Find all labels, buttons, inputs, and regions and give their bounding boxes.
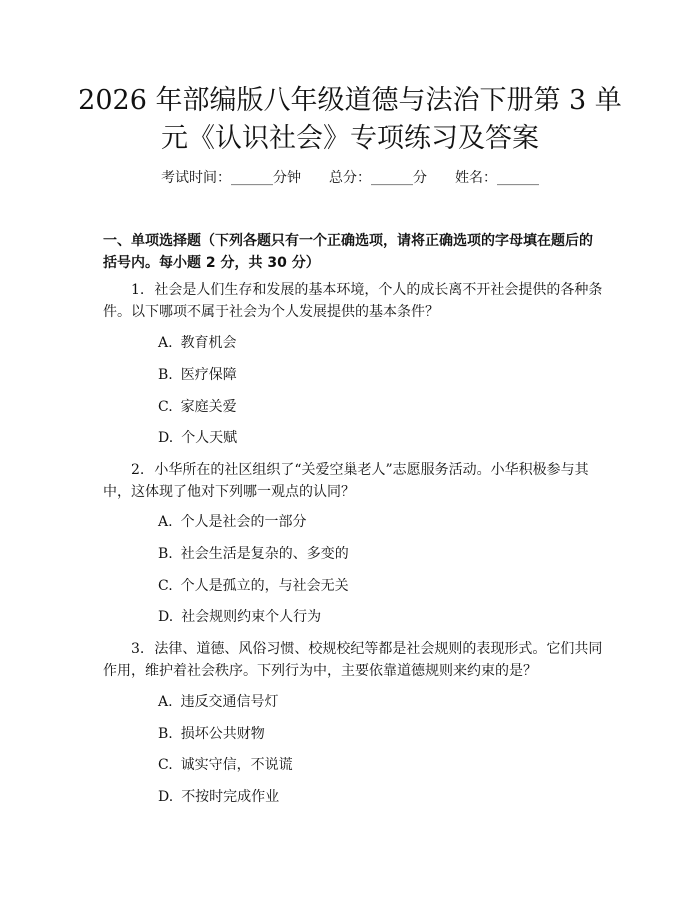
answer-option bbox=[158, 544, 349, 564]
document-title-line-2: 元《认识社会》专项练习及答案 bbox=[161, 123, 539, 154]
option-letter: B. bbox=[158, 546, 173, 562]
option-letter: B. bbox=[158, 367, 173, 383]
answer-option bbox=[158, 512, 307, 532]
option-text: 个人是社会的一部分 bbox=[180, 514, 307, 530]
total-score-blank: ______ bbox=[371, 170, 413, 186]
option-text: 违反交通信号灯 bbox=[180, 694, 279, 710]
option-letter: B. bbox=[158, 726, 173, 742]
option-letter: C. bbox=[158, 578, 173, 594]
answer-option bbox=[158, 787, 279, 807]
question-number: 2. bbox=[131, 462, 145, 478]
option-text: 个人天赋 bbox=[181, 430, 238, 446]
answer-option bbox=[158, 576, 349, 596]
option-letter: C. bbox=[158, 757, 173, 773]
student-name-label: 姓名： bbox=[455, 170, 497, 186]
answer-option bbox=[158, 365, 237, 385]
question-text: 法律、道德、风俗习惯、校规校纪等都是社会规则的表现形式。它们共同作用，维护着社会秩序。下列行为中，主要依靠道德规则来约束的是？ bbox=[103, 641, 603, 679]
answer-option bbox=[158, 607, 321, 627]
total-score-label: 总分： bbox=[329, 170, 371, 186]
question-stem bbox=[103, 638, 603, 682]
answer-option bbox=[158, 724, 265, 744]
question-stem bbox=[103, 279, 603, 323]
option-letter: A. bbox=[158, 694, 173, 710]
answer-option bbox=[158, 397, 237, 417]
option-letter: D. bbox=[158, 789, 174, 805]
total-score-unit: 分 bbox=[413, 170, 427, 186]
option-text: 不按时完成作业 bbox=[181, 789, 280, 805]
document-title-line-1: 2026 年部编版八年级道德与法治下册第 3 单 bbox=[78, 85, 622, 116]
question-stem bbox=[103, 459, 603, 503]
option-letter: D. bbox=[158, 430, 174, 446]
option-letter: C. bbox=[158, 399, 173, 415]
exam-time-blank: ______ bbox=[231, 170, 273, 186]
option-text: 家庭关爱 bbox=[180, 399, 237, 415]
answer-option bbox=[158, 333, 237, 353]
student-name-field bbox=[455, 170, 539, 186]
question-text: 小华所在的社区组织了“关爱空巢老人”志愿服务活动。小华积极参与其中，这体现了他对下列哪一观点的认同？ bbox=[103, 462, 589, 500]
exam-time-field bbox=[161, 170, 301, 186]
question-text: 社会是人们生存和发展的基本环境，个人的成长离不开社会提供的各种条件。以下哪项不属于社会为个人发展提供的基本条件？ bbox=[103, 282, 603, 320]
exam-time-unit: 分钟 bbox=[273, 170, 301, 186]
document-title bbox=[60, 82, 640, 158]
question-number: 3. bbox=[131, 641, 145, 657]
answer-option bbox=[158, 692, 279, 712]
exam-info-line bbox=[0, 168, 700, 188]
exam-time-label: 考试时间： bbox=[161, 170, 231, 186]
question-number: 1. bbox=[131, 282, 145, 298]
section-heading: 一、单项选择题（下列各题只有一个正确选项，请将正确选项的字母填在题后的括号内。每小题 2 分，共 30 分） bbox=[103, 233, 593, 271]
total-score-field bbox=[329, 170, 427, 186]
option-letter: A. bbox=[158, 514, 173, 530]
option-letter: D. bbox=[158, 609, 174, 625]
option-text: 损坏公共财物 bbox=[180, 726, 265, 742]
option-letter: A. bbox=[158, 335, 173, 351]
option-text: 医疗保障 bbox=[180, 367, 237, 383]
option-text: 社会规则约束个人行为 bbox=[181, 609, 322, 625]
option-text: 教育机会 bbox=[180, 335, 237, 351]
option-text: 诚实守信，不说谎 bbox=[180, 757, 293, 773]
student-name-blank: ______ bbox=[497, 170, 539, 186]
answer-option bbox=[158, 428, 237, 448]
option-text: 个人是孤立的，与社会无关 bbox=[180, 578, 349, 594]
answer-option bbox=[158, 755, 293, 775]
option-text: 社会生活是复杂的、多变的 bbox=[180, 546, 349, 562]
